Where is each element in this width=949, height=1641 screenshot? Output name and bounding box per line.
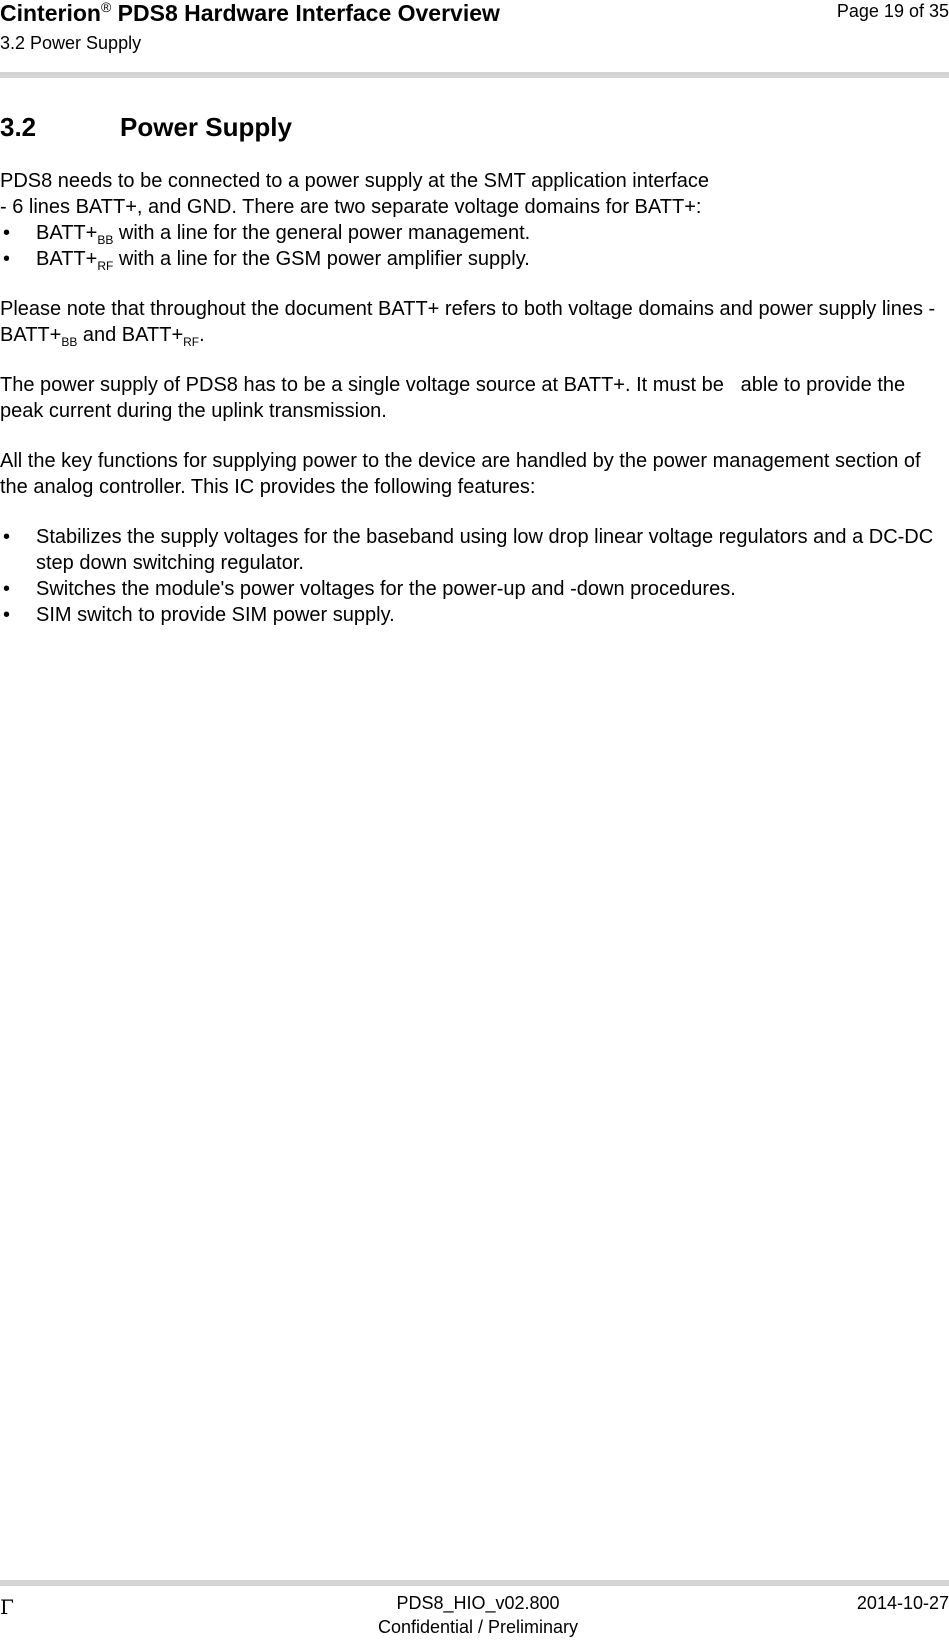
list-item-subscript: BB [97, 233, 114, 247]
list-item [0, 220, 940, 246]
bullet-icon: • [3, 526, 11, 548]
header-section-label: 3.2 Power Supply [0, 33, 142, 53]
section-number: 3.2 [0, 112, 37, 142]
bullet-icon: • [3, 578, 11, 600]
page-number: Page 19 of 35 [836, 1, 949, 21]
features-intro-paragraph: All the key functions for supplying power to the device are handled by the power management section of the analog controller. This IC provides the following features: [0, 450, 921, 498]
bullet-icon: • [3, 604, 11, 626]
list-item [0, 246, 940, 272]
list-item [0, 602, 940, 628]
list-item-text: SIM switch to provide SIM power supply. [36, 604, 395, 626]
brand-name: Cinterion [0, 0, 101, 26]
list-item-text: Stabilizes the supply voltages for the baseband using low drop linear voltage regulators and a DC-DC step down switching regulator. [36, 526, 934, 574]
list-item-text: with a line for the GSM power amplifier supply. [113, 248, 530, 270]
page-content [0, 110, 940, 652]
intro-line-1: PDS8 needs to be connected to a power supply at the SMT application interface [0, 170, 709, 192]
note-subscript-rf: RF [183, 335, 200, 349]
footer-divider [0, 1580, 949, 1586]
bullet-icon: • [3, 248, 11, 270]
page-header [0, 0, 949, 80]
note-subscript-bb: BB [61, 335, 78, 349]
intro-paragraph [0, 168, 940, 220]
list-item-subscript: RF [97, 259, 114, 273]
section-heading [0, 110, 940, 144]
bullet-icon: • [3, 222, 11, 244]
document-date: 2014-10-27 [856, 1593, 949, 1613]
list-item-prefix: BATT+ [36, 222, 98, 244]
note-mid-text: and BATT+ [77, 324, 184, 346]
document-title-text: PDS8 Hardware Interface Overview [111, 0, 500, 26]
note-text: Please note that throughout the document BATT+ refers to both voltage domains and power supply lines - BATT+ [0, 298, 936, 346]
intro-line-2: - 6 lines BATT+, and GND. There are two separate voltage domains for BATT+: [0, 196, 702, 218]
page-footer [0, 1580, 949, 1641]
voltage-domain-list [0, 220, 940, 272]
features-list [0, 524, 940, 628]
list-item-prefix: BATT+ [36, 248, 98, 270]
note-end: . [199, 324, 205, 346]
note-paragraph [0, 296, 940, 348]
registered-mark: ® [100, 0, 112, 15]
footer-mark-icon: Γ [0, 1595, 14, 1619]
document-id: PDS8_HIO_v02.800 [396, 1593, 560, 1613]
list-item [0, 524, 940, 576]
list-item [0, 576, 940, 602]
confidentiality-label: Confidential / Preliminary [377, 1617, 579, 1637]
list-item-text: with a line for the general power management. [113, 222, 531, 244]
section-title: Power Supply [120, 112, 292, 142]
supply-paragraph: The power supply of PDS8 has to be a single voltage source at BATT+. It must be able to provide the peak current during the uplink transmission. [0, 374, 911, 422]
document-title [0, 0, 500, 26]
list-item-text: Switches the module's power voltages for the power-up and -down procedures. [36, 578, 736, 600]
header-divider [0, 72, 949, 78]
